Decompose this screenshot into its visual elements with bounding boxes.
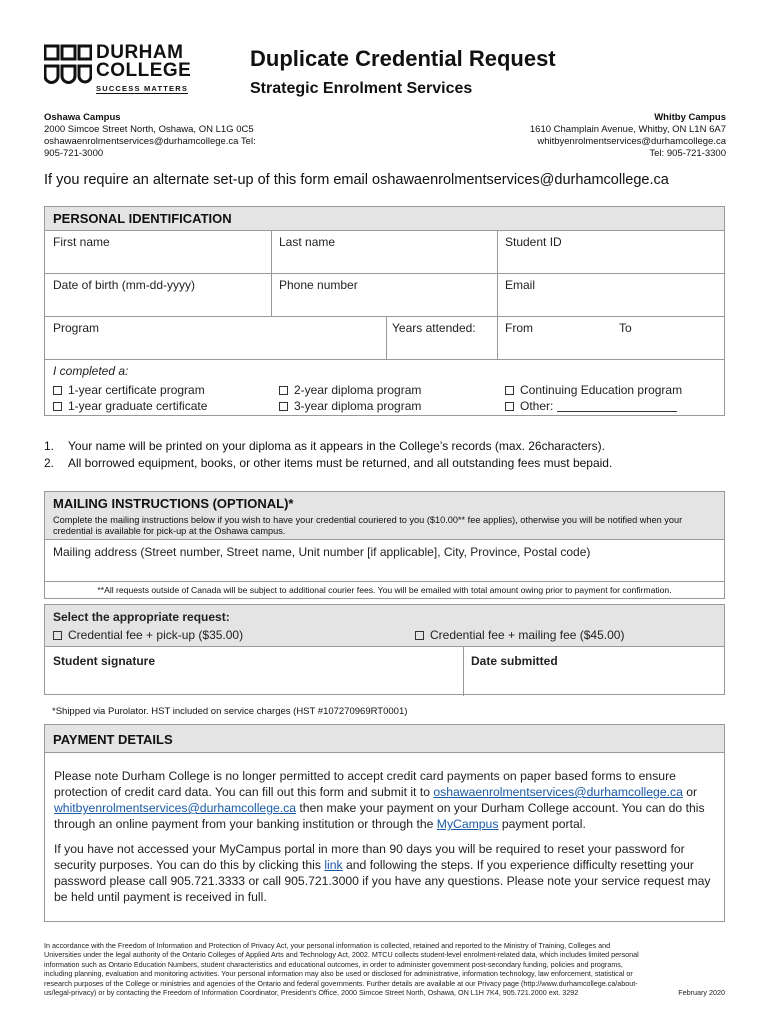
checkbox-fee-mailing[interactable]: Credential fee + mailing fee ($45.00) — [415, 628, 624, 642]
oshawa-email-link[interactable]: oshawaenrolmentservices@durhamcollege.ca — [433, 785, 683, 799]
whitby-campus-phone: Tel: 905-721-3300 — [649, 148, 726, 159]
checkbox-continuing-education[interactable]: Continuing Education program — [505, 383, 682, 397]
mailing-instructions-section — [44, 491, 725, 599]
oshawa-campus-info — [44, 112, 304, 160]
whitby-email-link[interactable]: whitbyenrolmentservices@durhamcollege.ca — [54, 801, 297, 815]
completed-label: I completed a: — [53, 364, 129, 378]
checkbox-icon — [505, 402, 514, 411]
mycampus-link[interactable]: MyCampus — [436, 817, 499, 831]
checkbox-icon — [505, 386, 514, 395]
payment-paragraph-2: If you have not accessed your MyCampus portal in more than 90 days you will be required to reset your password for security purposes. You can do this by clicking this link and following the steps. If you experience difficulty resetting your password please call 905.721.3333 or call 905.721.3000 if you have any questions. Please note your service request may be held until payment is received in full. — [54, 842, 711, 904]
form-date: February 2020 — [678, 988, 725, 998]
payment-details-heading: PAYMENT DETAILS — [45, 725, 724, 753]
logo-line1: DURHAM — [96, 42, 184, 63]
select-request-heading: Select the appropriate request: — [53, 610, 230, 624]
checkbox-2yr-diploma[interactable]: 2-year diploma program — [279, 383, 421, 397]
payment-paragraph-1: Please note Durham College is no longer permitted to accept credit card payments on paper based forms to ensure protection of credit card data. You can fill out this form and submit it to oshawaenrolmentservices@durhamcollege.ca or whitbyenrolmentservices@durhamcollege.ca then make your payment on your Durham College account. You can do this through an online payment from your banking institution or through the MyCampus payment portal. — [54, 769, 705, 831]
years-attended-label: Years attended: — [392, 321, 476, 335]
checkbox-3yr-diploma[interactable]: 3-year diploma program — [279, 399, 421, 413]
other-input-line[interactable] — [557, 402, 677, 412]
privacy-footer — [44, 941, 725, 997]
whitby-campus-email: whitbyenrolmentservices@durhamcollege.ca — [537, 136, 726, 147]
mailing-address-field[interactable]: Mailing address (Street number, Street name, Unit number [if applicable], City, Province, Postal code) — [53, 545, 591, 559]
checkbox-icon — [415, 631, 424, 640]
checkbox-icon — [279, 402, 288, 411]
note-item: 1. Your name will be printed on your diploma as it appears in the College’s records (max. 26characters). — [44, 439, 605, 453]
whitby-campus-name: Whitby Campus — [654, 112, 726, 123]
outside-canada-note: **All requests outside of Canada will be subject to additional courier fees. You will be emailed with total amount owing prior to payment for confirmation. — [97, 585, 672, 595]
alternate-setup-note: If you require an alternate set-up of this form email oshawaenrolmentservices@durhamcollege.ca — [44, 172, 669, 188]
personal-identification-section — [44, 206, 725, 416]
program-field[interactable]: Program — [53, 321, 100, 335]
mailing-instructions-desc: Complete the mailing instructions below if you wish to have your credential couriered to you ($10.00** fee applies), otherwise you will be notified when your credential is available for pick-up at the Oshawa campus. — [45, 514, 724, 540]
reset-password-link[interactable]: link — [324, 858, 343, 872]
oshawa-campus-address: 2000 Simcoe Street North, Oshawa, ON L1G 0C5 — [44, 124, 254, 135]
checkbox-1yr-certificate[interactable]: 1-year certificate program — [53, 383, 205, 397]
logo-tagline: SUCCESS MATTERS — [96, 84, 189, 93]
checkbox-fee-pickup[interactable]: Credential fee + pick-up ($35.00) — [53, 628, 243, 642]
email-field[interactable]: Email — [505, 278, 536, 292]
oshawa-campus-email: oshawaenrolmentservices@durhamcollege.ca Tel: — [44, 136, 256, 147]
from-field[interactable]: From — [505, 321, 533, 335]
mailing-instructions-heading: MAILING INSTRUCTIONS (OPTIONAL)* — [45, 492, 724, 514]
to-field[interactable]: To — [619, 321, 632, 335]
checkbox-1yr-graduate[interactable]: 1-year graduate certificate — [53, 399, 207, 413]
student-id-field[interactable]: Student ID — [505, 235, 562, 249]
checkbox-icon — [53, 402, 62, 411]
checkbox-icon — [53, 631, 62, 640]
checkbox-icon — [279, 386, 288, 395]
privacy-statement: In accordance with the Freedom of Information and Protection of Privacy Act, your personal information is collected, retained and reported to the Ministry of Training, Colleges and Universities under the legal authority of the Ontario Colleges of Applied Arts and Technology Act, 2002. MTCU collects student-level enrolment-related data, which includes limited personal information such as Ontario Education Numbers, student characteristics and educational outcomes, in order to administer government post-secondary funding, policies and programs, including planning, evaluation and monitoring activities. Your personal information may also be used or disclosed for administrative, information technology, law enforcement, statistical or research purposes of the College or ministries and agencies of the Ontario and federal governments. Further details are available at our Privacy page (http://www.durhamcollege.ca/about-us/legal-privacy) or by contacting the Freedom of Information Coordinator, President’s Office, 2000 Simcoe Street North, Oshawa, ON L1H 7K4, 905.721.2000 ext. 3292 — [44, 941, 639, 998]
checkbox-icon — [53, 386, 62, 395]
first-name-field[interactable]: First name — [53, 235, 110, 249]
durham-college-logo — [44, 44, 204, 100]
whitby-campus-address: 1610 Champlain Avenue, Whitby, ON L1N 6A7 — [529, 124, 726, 135]
oshawa-campus-phone: 905-721-3000 — [44, 148, 104, 159]
last-name-field[interactable]: Last name — [279, 235, 336, 249]
date-submitted-field[interactable]: Date submitted — [471, 654, 558, 668]
whitby-campus-info — [466, 112, 726, 160]
student-signature-field[interactable]: Student signature — [53, 654, 156, 668]
logo-line2: COLLEGE — [96, 60, 192, 81]
checkbox-other[interactable]: Other: — [505, 399, 677, 413]
shipped-note: *Shipped via Purolator. HST included on service charges (HST #107270969RT0001) — [52, 706, 408, 717]
request-section — [44, 604, 725, 695]
note-item: 2. All borrowed equipment, books, or other items must be returned, and all outstanding fees must bepaid. — [44, 456, 613, 470]
logo-mark-icon — [44, 44, 92, 100]
personal-identification-heading: PERSONAL IDENTIFICATION — [45, 207, 724, 231]
notes-list — [44, 438, 612, 472]
date-of-birth-field[interactable]: Date of birth (mm-dd-yyyy) — [53, 278, 196, 292]
page-title: Duplicate Credential Request — [250, 46, 556, 71]
oshawa-campus-name: Oshawa Campus — [44, 112, 121, 123]
page-subtitle: Strategic Enrolment Services — [250, 80, 473, 97]
phone-number-field[interactable]: Phone number — [279, 278, 358, 292]
